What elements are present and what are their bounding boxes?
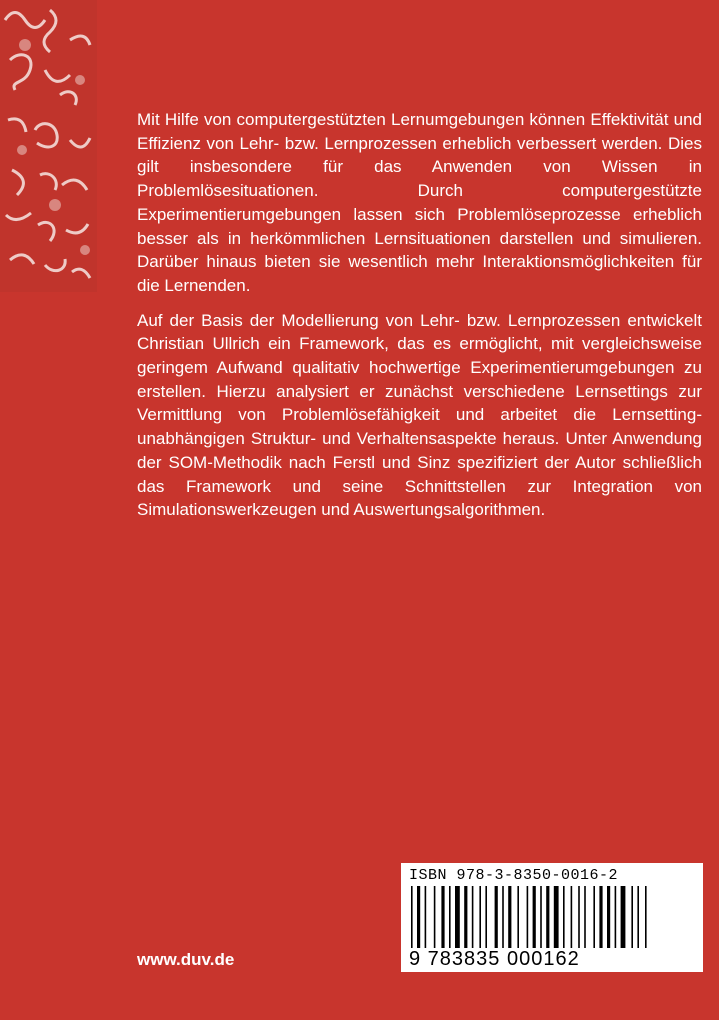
barcode-bar <box>502 886 504 948</box>
barcode-bar <box>593 886 595 948</box>
barcode-bar <box>645 886 647 948</box>
barcode-bar <box>411 886 413 948</box>
barcode-bar <box>485 886 487 948</box>
barcode-bar <box>563 886 565 948</box>
barcode-bar <box>607 886 610 948</box>
barcode-bar <box>578 886 580 948</box>
barcode-bar <box>434 886 436 948</box>
blurb-paragraph-2: Auf der Basis der Modellierung von Lehr- bzw. Lernprozessen entwickelt Christian Ullrich ein Framework, das es ermöglicht, mit vergleichsweise geringem Aufwand qualitativ hochwertige Experimentierumgebungen zu erstellen. Hierzu analysiert er zunächst verschiedene Lernsettings zur Vermittlung von Problemlösefähigkeit und arbeitet die Lernsetting-unabhängigen Struktur- und Verhaltensaspekte heraus. Unter Anwendung der SOM-Methodik nach Ferstl und Sinz spezifiziert der Autor schließlich das Framework und seine Schnittstellen zur Integration von Simulationswerkzeugen und Auswertungsalgorithmen. <box>137 310 702 520</box>
barcode-bar <box>631 886 633 948</box>
barcode-bar <box>584 886 586 948</box>
barcode-bar <box>479 886 481 948</box>
barcode-bar <box>599 886 602 948</box>
barcode-bar <box>449 886 451 948</box>
barcode-bar <box>621 886 626 948</box>
barcode-bar <box>472 886 474 948</box>
isbn-label: ISBN 978-3-8350-0016-2 <box>409 867 619 884</box>
barcode-bar <box>425 886 427 948</box>
ean-digits: 9 783835 000162 <box>409 948 580 970</box>
isbn-barcode <box>401 863 703 972</box>
barcode-bar <box>441 886 444 948</box>
barcode-bar <box>417 886 420 948</box>
barcode-bar <box>495 886 498 948</box>
barcode-bar <box>508 886 511 948</box>
publisher-url[interactable]: www.duv.de <box>137 950 235 969</box>
barcode-bar <box>517 886 519 948</box>
barcode-bar <box>637 886 639 948</box>
blurb-paragraph-1: Mit Hilfe von computergestützten Lernumgebungen können Effektivität und Effizienz von Lehr- bzw. Lernprozessen erheblich verbessert werden. Dies gilt insbesondere für das Anwenden von Wissen in Problemlösesituationen. Durch computergestützte Experimentierumgebungen lassen sich Problemlöseprozesse erheblich besser als in herkömmlichen Lernsituationen darstellen und simulieren. Darüber hinaus bieten sie wesentlich mehr Interaktionsmöglichkeiten für die Lernenden. <box>137 110 702 295</box>
barcode-bar <box>455 886 460 948</box>
barcode-bar <box>464 886 467 948</box>
barcode-bar <box>527 886 529 948</box>
blurb-text <box>137 108 702 533</box>
barcode-bar <box>540 886 542 948</box>
barcode-bar <box>615 886 617 948</box>
barcode-bar <box>533 886 536 948</box>
barcode-bar <box>546 886 549 948</box>
barcode-bars <box>411 886 693 948</box>
barcode-bar <box>554 886 559 948</box>
barcode-bar <box>571 886 573 948</box>
decorative-corner-image <box>0 0 97 292</box>
